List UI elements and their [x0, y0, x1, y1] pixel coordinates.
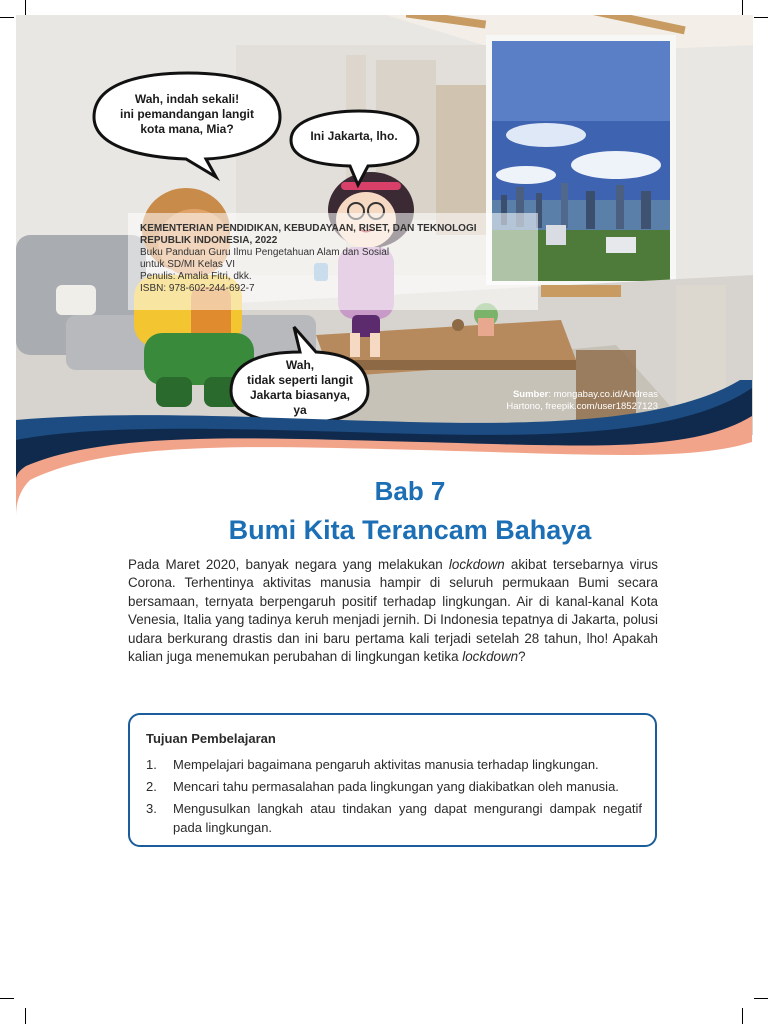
- intro-text-1: Pada Maret 2020, banyak negara yang melakukan: [128, 557, 449, 572]
- imprint-isbn: ISBN: 978-602-244-692-7: [140, 283, 255, 294]
- learning-goals-title: Tujuan Pembelajaran: [146, 731, 276, 746]
- list-item: [146, 777, 642, 796]
- intro-text-3: ?: [518, 649, 526, 665]
- crop-mark: [0, 17, 14, 18]
- list-item-text: Mencari tahu permasalahan pada lingkungan yang diakibatkan oleh manusia.: [173, 779, 619, 794]
- intro-italic-2: lockdown: [462, 649, 519, 665]
- learning-goals-list: [146, 755, 642, 840]
- intro-text-2: akibat tersebarnya virus Corona. Terhentinya aktivitas manusia hampir di seluruh permukaan Bumi secara bersamaan, ternyata berpengaruh positif terhadap lingkungan. Air di kanal-kanal Kota Venesia, Italia yang tadinya keruh menjadi jernih. Di Indonesia tepatnya di Jakarta, polusi udara berkurang drastis dan ini baru pertama kali terjadi setelah 28 tahun, lho! Apakah kalian juga menemukan perubahan di lingkungan ketika: [128, 557, 658, 665]
- imprint-box: [128, 213, 538, 310]
- intro-italic-1: lockdown: [448, 557, 505, 572]
- imprint-republic: REPUBLIK INDONESIA, 2022: [140, 235, 278, 246]
- bubble-reply: Wah, tidak seperti langit Jakarta biasanya, ya: [246, 358, 354, 417]
- crop-mark: [0, 998, 14, 999]
- crop-mark: [25, 0, 26, 15]
- imprint-author: Penulis: Amalia Fitri, dkk.: [140, 271, 252, 282]
- list-item: [146, 799, 642, 837]
- imprint-grade: untuk SD/MI Kelas VI: [140, 259, 236, 270]
- crop-mark: [742, 1008, 743, 1024]
- list-item: [146, 755, 642, 774]
- source-line2: Hartono, freepik.com/user18527123: [506, 401, 658, 412]
- chapter-title: Bumi Kita Terancam Bahaya: [228, 515, 592, 545]
- learning-goals-box: [128, 713, 657, 847]
- crop-mark: [742, 0, 743, 15]
- image-source: [430, 389, 658, 413]
- imprint-ministry: KEMENTERIAN PENDIDIKAN, KEBUDAYAAN, RISET, DAN TEKNOLOGI: [140, 223, 477, 234]
- list-item-number: 2.: [146, 779, 157, 794]
- source-line1: : mongabay.co.id/Andreas: [548, 389, 658, 400]
- crop-mark: [25, 1008, 26, 1024]
- chapter-number: Bab 7: [374, 476, 446, 506]
- list-item-number: 1.: [146, 757, 157, 772]
- bubble-jakarta: Ini Jakarta, lho.: [310, 129, 398, 143]
- source-label: Sumber: [512, 389, 549, 400]
- list-item-text: Mengusulkan langkah atau tindakan yang dapat mengurangi dampak negatif pada lingkungan.: [173, 801, 642, 835]
- list-item-text: Mempelajari bagaimana pengaruh aktivitas manusia terhadap lingkungan.: [173, 757, 599, 772]
- bubble-question: Wah, indah sekali! ini pemandangan langit kota mana, Mia?: [119, 92, 254, 136]
- intro-paragraph: [128, 556, 658, 666]
- list-item-number: 3.: [146, 801, 157, 816]
- crop-mark: [754, 998, 768, 999]
- crop-mark: [754, 17, 768, 18]
- imprint-book-title: Buku Panduan Guru Ilmu Pengetahuan Alam dan Sosial: [140, 247, 390, 258]
